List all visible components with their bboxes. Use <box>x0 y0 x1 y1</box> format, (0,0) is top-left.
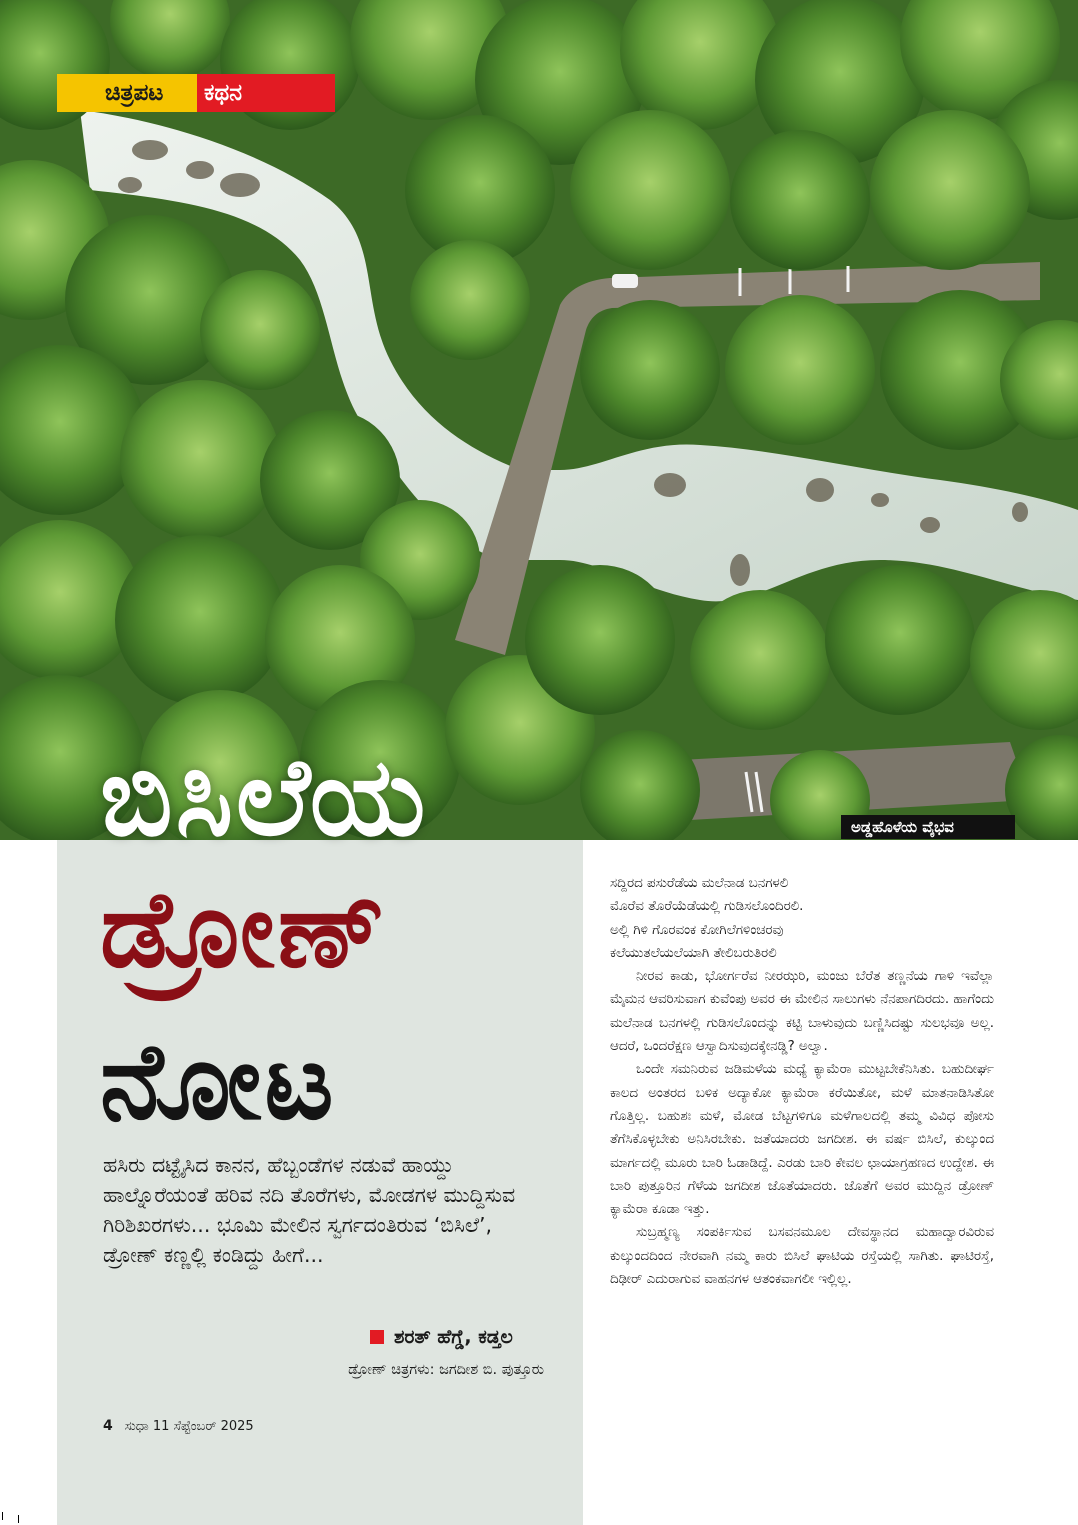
crop-mark <box>18 1515 19 1523</box>
page-number: 4 <box>103 1418 113 1434</box>
issue-info: ಸುಧಾ 11 ಸೆಪ್ಟೆಂಬರ್ 2025 <box>124 1418 254 1434</box>
section-tag <box>57 74 335 112</box>
headline-line-1: ಬಿಸಿಲೆಯ <box>100 735 429 860</box>
section-tag-primary: ಚಿತ್ರಪಟ <box>57 74 197 112</box>
section-tag-secondary: ಕಥನ <box>197 74 335 112</box>
poem-line: ಮೊರೆವ ತೊರೆಯೆಡೆಯಲ್ಲಿ ಗುಡಿಸಲೊಂದಿರಲಿ. <box>610 899 804 915</box>
headline-line-3: ನೋಟ <box>100 1020 337 1143</box>
photo-credit: ಡ್ರೋಣ್ ಚಿತ್ರಗಳು: ಜಗದೀಶ ಬಿ. ಪುತ್ತೂರು <box>348 1362 544 1378</box>
standfirst: ಹಸಿರು ದಟ್ಟೈಸಿದ ಕಾನನ, ಹೆಬ್ಬಂಡೆಗಳ ನಡುವೆ ಹಾಯ್ದು ಹಾಲ್ನೊರೆಯಂತೆ ಹರಿವ ನದಿ ತೊರೆಗಳು, ಮೋಡಗಳ ಮುದ್ದಿಸುವ ಗಿರಿಶಿಖರಗಳು... ಭೂಮಿ ಮೇಲಿನ ಸ್ವರ್ಗದಂತಿರುವ ‘ಬಿಸಿಲೆ’, ಡ್ರೋಣ್ ಕಣ್ಣಲ್ಲಿ ಕಂಡಿದ್ದು ಹೀಗೆ... <box>103 1153 516 1267</box>
photo-caption: ಅಡ್ಡಹೊಳೆಯ ವೈಭವ <box>841 815 1015 839</box>
poem-line: ಅಲ್ಲಿ ಗಿಳಿ ಗೊರವಂಕ ಕೋಗಿಲೆಗಳಿಂಚರವು <box>610 922 784 938</box>
poem-line: ಸದ್ದಿರದ ಪಸುರೆಡೆಯ ಮಲೆನಾಡ ಬನಗಳಲಿ <box>610 876 789 891</box>
page-folio <box>103 1418 254 1434</box>
poem-line: ಕಲೆಯುತಲೆಯಲೆಯಾಗಿ ತೇಲಿಬರುತಿರಲಿ <box>610 945 777 961</box>
body-paragraph: ನೀರವ ಕಾಡು, ಭೋರ್ಗರೆವ ನೀರಝರಿ, ಮಂಜು ಬೆರೆತ ತಣ್ಣನೆಯ ಗಾಳಿ ಇವೆಲ್ಲಾ ಮೈಮನ ಆವರಿಸುವಾಗ ಕುವೆಂಪು ಅವರ ಈ ಮೇಲಿನ ಸಾಲುಗಳು ನೆನಪಾಗದಿರದು. ಹಾಗೆಂದು ಮಲೆನಾಡ ಬನಗಳಲ್ಲಿ ಗುಡಿಸಲೊಂದನ್ನು ಕಟ್ಟಿ ಬಾಳುವುದು ಬಣ್ಣಿಸಿದಷ್ಟು ಸುಲಭವೂ ಅಲ್ಲ. ಆದರೆ, ಒಂದರೆಕ್ಷಣ ಆಸ್ವಾದಿಸುವುದಕ್ಕೇನಡ್ಡಿ? ಅಲ್ವಾ. <box>610 969 994 1055</box>
author-name: ಶರತ್ ಹೆಗ್ಡೆ, ಕಡ್ತಲ <box>394 1326 513 1348</box>
car <box>612 274 638 288</box>
body-paragraph: ಒಂದೇ ಸಮನಿರುವ ಜಡಿಮಳೆಯ ಮಧ್ಯೆ ಕ್ಯಾಮೆರಾ ಮುಟ್ಟಬೇಕೆನಿಸಿತು. ಬಹುದೀರ್ಘ ಕಾಲದ ಅಂತರದ ಬಳಿಕ ಅದ್ಯಾಕೋ ಕ್ಯಾಮೆರಾ ಕರೆಯಿತೋ, ಮಳೆ ಮಾತನಾಡಿಸಿತೋ ಗೊತ್ತಿಲ್ಲ. ಬಹುಶಃ ಮಳೆ, ಮೋಡ ಬೆಟ್ಟಗಳಿಗೂ ಮಳೆಗಾಲದಲ್ಲಿ ತಮ್ಮ ವಿವಿಧ ಪೋಸು ತೆಗೆಸಿಕೊಳ್ಳಬೇಕು ಅನಿಸಿರಬೇಕು. ಜತೆಯಾದರು ಜಗದೀಶ. ಈ ವರ್ಷ ಬಿಸಿಲೆ, ಕುಲ್ಕುಂದ ಮಾರ್ಗದಲ್ಲಿ ಮೂರು ಬಾರಿ ಓಡಾಡಿದ್ದೆ. ಎರಡು ಬಾರಿ ಕೇವಲ ಛಾಯಾಗ್ರಹಣದ ಉದ್ದೇಶ. ಈ ಬಾರಿ ಪುತ್ತೂರಿನ ಗೆಳೆಯ ಜಗದೀಶ ಜೊತೆಯಾದರು. ಜೊತೆಗೆ ಅವರ ಮುದ್ದಿನ ಡ್ರೋಣ್ ಕ್ಯಾಮೆರಾ ಕೂಡಾ ಇತ್ತು. <box>610 1062 994 1218</box>
headline-line-2: ಡ್ರೋಣ್ <box>100 868 388 991</box>
article-body <box>610 872 994 1291</box>
body-paragraph: ಸುಬ್ರಹ್ಮಣ್ಯ ಸಂಪರ್ಕಿಸುವ ಬಸವನಮೂಲ ದೇವಸ್ಥಾನದ ಮಹಾದ್ವಾರವಿರುವ ಕುಲ್ಕುಂದದಿಂದ ನೇರವಾಗಿ ನಮ್ಮ ಕಾರು ಬಿಸಿಲೆ ಘಾಟಿಯ ರಸ್ತೆಯಲ್ಲಿ ಸಾಗಿತು. ಘಾಟಿರಸ್ತೆ, ದಿಢೀರ್ ಎದುರಾಗುವ ವಾಹನಗಳ ಆತಂಕವಾಗಲೀ ಇಲ್ಲಿಲ್ಲ. <box>610 1225 994 1288</box>
crop-mark <box>2 1512 3 1520</box>
byline <box>370 1326 513 1348</box>
red-square-icon <box>370 1330 384 1344</box>
